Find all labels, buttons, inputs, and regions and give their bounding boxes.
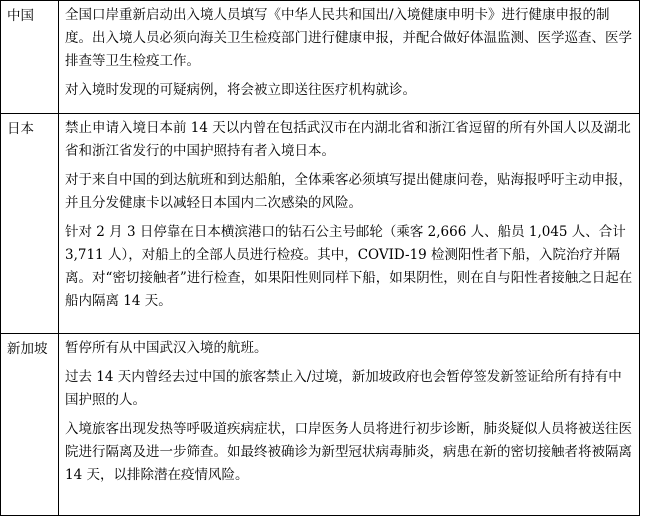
measures-cell xyxy=(59,114,640,334)
paragraph: 对入境时发现的可疑病例，将会被立即送往医疗机构就诊。 xyxy=(65,82,416,98)
table-row-singapore xyxy=(1,334,640,516)
table-row-japan xyxy=(1,114,640,334)
measures-cell xyxy=(59,1,640,114)
paragraph: 禁止申请入境日本前 14 天以内曾在包括武汉市在内湖北省和浙江省逗留的所有外国人以及湖北省和浙江省发行的中国护照持有者入境日本。 xyxy=(65,120,631,159)
country-name: 日本 xyxy=(7,121,34,137)
measures-cell xyxy=(59,334,640,516)
country-name: 中国 xyxy=(7,8,34,24)
country-cell xyxy=(1,114,59,334)
country-cell xyxy=(1,334,59,516)
table-row-china xyxy=(1,1,640,114)
country-cell xyxy=(1,1,59,114)
paragraph: 全国口岸重新启动出入境人员填写《中华人民共和国出/入境健康申明卡》进行健康申报的制度。出入境人员必须向海关卫生检疫部门进行健康申报，并配合做好体温监测、医学巡查、医学排查等卫生检疫工作。 xyxy=(65,7,632,69)
paragraph: 暂停所有从中国武汉入境的航班。 xyxy=(65,340,268,356)
country-name: 新加坡 xyxy=(7,341,48,357)
paragraph: 针对 2 月 3 日停靠在日本横滨港口的钻石公主号邮轮（乘客 2,666 人、船员 1,045 人、合计 3,711 人），对船上的全部人员进行检疫。其中，COVID-19 检测阳性者下船，入院治疗并隔离。对“密切接触者”进行检查，如果阳性则同样下船，如果阴性，则在自与阳性者接触之日起在船内隔离 14 天。 xyxy=(65,224,633,309)
paragraph: 过去 14 天内曾经去过中国的旅客禁止入/过境，新加坡政府也会暂停签发新签证给所有持有中国护照的人。 xyxy=(65,369,622,408)
paragraph: 对于来自中国的到达航班和到达船舶，全体乘客必须填写提出健康问卷，贴海报呼吁主动申报，并且分发健康卡以减轻日本国内二次感染的风险。 xyxy=(65,172,632,211)
paragraph: 入境旅客出现发热等呼吸道疾病症状，口岸医务人员将进行初步诊断，肺炎疑似人员将被送往医院进行隔离及进一步筛查。如最终被确诊为新型冠状病毒肺炎，病患在新的密切接触者将被隔离 14 天，以排除潜在疫情风险。 xyxy=(65,421,632,483)
